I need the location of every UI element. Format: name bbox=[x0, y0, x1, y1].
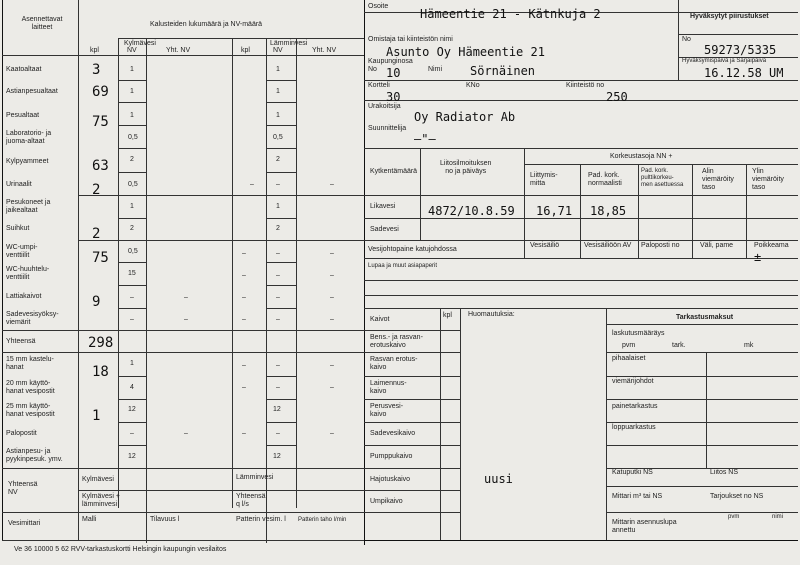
row-nv-cold: 1 bbox=[130, 203, 134, 210]
hot-water-header: Lämminvesi bbox=[270, 40, 308, 47]
sadevesi-label: Sadevesi bbox=[370, 226, 399, 233]
row-label: Pesualtaat bbox=[6, 112, 40, 119]
tarkastus-header: Tarkastusmaksut bbox=[676, 314, 734, 321]
nimi2-label: nimi bbox=[772, 514, 784, 520]
no-value: 59273/5335 bbox=[704, 43, 777, 57]
likavesi-pad: 18,85 bbox=[590, 204, 627, 218]
kaivot-header: Kaivot bbox=[370, 316, 390, 323]
row-kpl: 3 bbox=[92, 62, 101, 78]
row-nv-hot: – bbox=[276, 384, 280, 391]
kaivo-item: Rasvan erotus- kaivo bbox=[370, 356, 418, 371]
vesijohto-label: Vesijohtopaine katujohdossa bbox=[368, 246, 457, 253]
row-kpl: 75 bbox=[92, 114, 109, 130]
dash-mark: – bbox=[184, 430, 188, 437]
osoite-value: Hämeentie 21 - Kätnkuja 2 bbox=[420, 7, 601, 21]
kortteli-value: 30 bbox=[386, 90, 401, 104]
row-nv-hot: 0,5 bbox=[273, 134, 283, 141]
row-nv-hot: – bbox=[276, 181, 280, 188]
kaivo-item: Umpikaivo bbox=[370, 498, 403, 505]
urakoitsija-label: Urakoitsija bbox=[368, 103, 401, 110]
mittari-label: Mittari m³ tai NS bbox=[612, 493, 663, 500]
row-nv-hot: – bbox=[276, 294, 280, 301]
dash-mark: – bbox=[242, 294, 246, 301]
row-label: WC-huuhtelu- venttiilit bbox=[6, 266, 50, 281]
row-nv-cold: 0,5 bbox=[128, 134, 138, 141]
dash-mark: – bbox=[242, 384, 246, 391]
nv-header-cold: NV bbox=[127, 47, 137, 54]
row-nv-hot: 2 bbox=[276, 225, 280, 232]
alin-label: Alin viemäröity taso bbox=[702, 168, 734, 191]
tilaaja-value: Asunto Oy Hämeentie 21 bbox=[386, 45, 545, 59]
dash-mark: – bbox=[184, 316, 188, 323]
likavesi-label: Likavesi bbox=[370, 203, 396, 210]
row-nv-hot: 1 bbox=[276, 203, 280, 210]
vesisailio-label: Vesisäiliö bbox=[530, 242, 560, 249]
row-label: Astianpesualtaat bbox=[6, 88, 58, 95]
dash-mark: – bbox=[250, 181, 254, 188]
row-nv-cold: – bbox=[130, 294, 134, 301]
approval-date-label: Hyväksymispäivä ja Sarjaipäivä bbox=[682, 58, 767, 64]
row-nv-hot: – bbox=[276, 250, 280, 257]
dash-mark: – bbox=[242, 430, 246, 437]
dash-mark: – bbox=[330, 294, 334, 301]
yhteensa-nv-label: Yhteensä NV bbox=[8, 481, 38, 496]
tilaaja-label: Omistaja tai kiinteistön nimi bbox=[368, 36, 453, 43]
row-nv-hot: – bbox=[276, 316, 280, 323]
row-nv-cold: 1 bbox=[130, 360, 134, 367]
row-nv-hot: 12 bbox=[273, 453, 281, 460]
pvm-label: pvm bbox=[622, 342, 636, 349]
poikkeama-value: ± bbox=[754, 250, 762, 264]
kaivot-kpl-header: kpl bbox=[443, 312, 452, 319]
laskutus-label: laskutusmääräys bbox=[612, 330, 665, 337]
pad-kork-label: Pad. kork. normaalisti bbox=[588, 172, 622, 187]
lupa-label: Lupaa ja muut asiapaperit bbox=[368, 263, 438, 269]
row-label: Yhteensä bbox=[6, 338, 36, 345]
row-nv-hot: 1 bbox=[276, 66, 280, 73]
row-kpl: 1 bbox=[92, 408, 101, 424]
dash-mark: – bbox=[242, 316, 246, 323]
kortteli-label: Kortteli bbox=[368, 82, 390, 89]
liitos-ns-label: Liitos NS bbox=[710, 469, 739, 476]
dash-mark: – bbox=[242, 272, 246, 279]
pattern-vesim-label: Patterin vesim. l bbox=[236, 516, 286, 523]
pad-kork2-label: Pad. kork. pulttikorkeu- men asettuessa bbox=[641, 168, 684, 188]
dash-mark: – bbox=[330, 362, 334, 369]
row-label: Palopostit bbox=[6, 430, 37, 437]
kaivo-item: Pumppukaivo bbox=[370, 453, 413, 460]
row-nv-cold: – bbox=[130, 430, 134, 437]
poikkeama-label: Poikkeama bbox=[754, 242, 789, 249]
row-label: 25 mm käyttö- hanat vesipostit bbox=[6, 403, 55, 418]
yht-nv-header-hot: Yht. NV bbox=[312, 47, 337, 54]
mk-label: mk bbox=[744, 342, 754, 349]
row-label: Sadevesisyöksy- viemärit bbox=[6, 311, 59, 326]
urakoitsija-value: Oy Radiator Ab bbox=[414, 110, 516, 124]
hajotus-note: uusi bbox=[484, 472, 513, 486]
tark-label: tark. bbox=[672, 342, 686, 349]
dash-mark: – bbox=[330, 430, 334, 437]
row-nv-cold: 15 bbox=[128, 270, 136, 277]
row-label: Urinaalit bbox=[6, 181, 32, 188]
row-label: Kylpyammeet bbox=[6, 158, 49, 165]
liittymis-label: Liittymis- mitta bbox=[530, 172, 558, 187]
nimi-value: Sörnäinen bbox=[470, 64, 536, 78]
korkeusasemat-label: Korkeustasoja NN + bbox=[610, 153, 673, 160]
kaupunginosa-label: Kaupunginosa bbox=[368, 58, 413, 65]
kaivo-item: Laimennus- kaivo bbox=[370, 380, 407, 395]
nv-header-hot: NV bbox=[273, 47, 283, 54]
row-nv-cold: 2 bbox=[130, 156, 134, 163]
row-label: Lattiakaivot bbox=[6, 293, 42, 300]
katuputki-label: Katuputki NS bbox=[612, 469, 653, 476]
likavesi-liitos: 4872/10.8.59 bbox=[428, 204, 515, 218]
kaivo-item: Bens.- ja rasvan- erotuskaivo bbox=[370, 334, 423, 349]
row-kpl: 63 bbox=[92, 158, 109, 174]
kaivo-item: Perusvesi- kaivo bbox=[370, 403, 404, 418]
row-kpl-total: 298 bbox=[88, 335, 114, 351]
kaivo-item: Sadevesikaivo bbox=[370, 430, 416, 437]
row-label: Suihkut bbox=[6, 225, 30, 232]
vesimittari-label: Vesimittari bbox=[8, 520, 41, 527]
row-kpl: 18 bbox=[92, 364, 109, 380]
kpl-header-hot: kpl bbox=[241, 47, 250, 54]
row-nv-cold: 12 bbox=[128, 406, 136, 413]
vali-pame-label: Väli, pame bbox=[700, 242, 734, 249]
tarkastus-row: loppuarkastus bbox=[612, 424, 656, 431]
row-nv-hot: – bbox=[276, 430, 280, 437]
yht-nv-header-cold: Yht. NV bbox=[166, 47, 191, 54]
counts-header: Kalusteiden lukumäärä ja NV-määrä bbox=[150, 21, 263, 28]
row-nv-hot: 2 bbox=[276, 156, 280, 163]
kaupunginosa-value: 10 bbox=[386, 66, 401, 80]
osoite-label: Osoite bbox=[368, 3, 389, 10]
row-nv-cold: 12 bbox=[128, 453, 136, 460]
dash-mark: – bbox=[184, 294, 188, 301]
lamminvesi-label: Lämminvesi bbox=[236, 474, 274, 481]
yhteensa-qls-label: Yhteensä q l/s bbox=[236, 493, 266, 508]
dash-mark: – bbox=[330, 272, 334, 279]
kytkenta-label: Kytkentämäärä bbox=[370, 168, 418, 175]
kylmavesi-label: Kylmävesi bbox=[82, 476, 114, 483]
dash-mark: – bbox=[330, 250, 334, 257]
kaupunginosa-no-label: No bbox=[368, 66, 377, 73]
tilavuus-label: Tilavuus l bbox=[150, 516, 180, 523]
kaivo-item: Hajotuskaivo bbox=[370, 476, 411, 483]
row-nv-hot: – bbox=[276, 362, 280, 369]
row-label: Kaatoaltaat bbox=[6, 66, 42, 73]
dash-mark: – bbox=[330, 384, 334, 391]
tarkastus-row: viemärijohdot bbox=[612, 378, 654, 385]
row-nv-cold: 1 bbox=[130, 112, 134, 119]
pattern-taho-label: Patterin taho l/min bbox=[298, 517, 347, 523]
row-label: WC-umpi- venttiilit bbox=[6, 244, 38, 259]
row-kpl: 2 bbox=[92, 182, 101, 198]
row-nv-cold: – bbox=[130, 316, 134, 323]
suunnittelija-label: Suunnittelija bbox=[368, 125, 407, 132]
dash-mark: – bbox=[242, 250, 246, 257]
approved-label: Hyväksytyt piirustukset bbox=[690, 13, 769, 20]
suunnittelija-value: –"– bbox=[414, 132, 436, 146]
row-label: Pesukoneet ja jaikealtaat bbox=[6, 199, 51, 214]
row-label: Laboratorio- ja juoma-altaat bbox=[6, 130, 52, 145]
malli-label: Malli bbox=[82, 516, 97, 523]
paloposti-label: Paloposti no bbox=[641, 242, 680, 249]
pvm2-label: pvm bbox=[728, 514, 740, 520]
row-nv-cold: 2 bbox=[130, 225, 134, 232]
kno-label: KNo bbox=[466, 82, 480, 89]
ylin-label: Ylin viemäröity taso bbox=[752, 168, 784, 191]
likavesi-liittymis: 16,71 bbox=[536, 204, 573, 218]
kylma-lammin-label: Kylmävesi + lämminvesi bbox=[82, 493, 120, 508]
tarkastus-row: painetarkastus bbox=[612, 403, 658, 410]
row-nv-cold: 0,5 bbox=[128, 181, 138, 188]
row-nv-cold: 0,5 bbox=[128, 248, 138, 255]
row-label: 20 mm käyttö- hanat vesipostit bbox=[6, 380, 55, 395]
row-kpl: 2 bbox=[92, 226, 101, 242]
row-kpl: 75 bbox=[92, 250, 109, 266]
cold-water-header: Kylmävesi bbox=[124, 40, 156, 47]
row-nv-hot: 1 bbox=[276, 112, 280, 119]
row-nv-hot: 1 bbox=[276, 88, 280, 95]
tarjoukset-label: Tarjoukset no NS bbox=[710, 493, 764, 500]
dash-mark: – bbox=[330, 181, 334, 188]
dash-mark: – bbox=[242, 362, 246, 369]
row-nv-cold: 4 bbox=[130, 384, 134, 391]
row-kpl: 9 bbox=[92, 294, 101, 310]
tarkastus-row: pihaalaiset bbox=[612, 355, 646, 362]
approval-date-value: 16.12.58 UM bbox=[704, 66, 784, 80]
huomautuksia-label: Huomautuksia: bbox=[468, 311, 515, 318]
row-nv-cold: 1 bbox=[130, 88, 134, 95]
row-label: Astianpesu- ja pyykinpesuk. ymv. bbox=[6, 448, 63, 463]
no-label: No bbox=[682, 36, 691, 43]
mittarin-label: Mittarin asennuslupa annettu bbox=[612, 519, 677, 534]
vesisailio-av-label: Vesisäiliöön AV bbox=[584, 242, 632, 249]
kpl-header: kpl bbox=[90, 47, 99, 54]
row-kpl: 69 bbox=[92, 84, 109, 100]
footer-text: Ve 36 10000 5 62 RVV-tarkastuskortti Helsingin kaupungin vesilaitos bbox=[14, 546, 227, 553]
tontti-label: Kiinteistö no bbox=[566, 82, 605, 89]
row-nv-cold: 1 bbox=[130, 66, 134, 73]
liitoslupa-label: Liitosilmoituksen no ja päiväys bbox=[440, 160, 492, 175]
row-nv-hot: – bbox=[276, 272, 280, 279]
dash-mark: – bbox=[330, 316, 334, 323]
fixtures-header: Asennettavat laitteet bbox=[21, 16, 63, 31]
nimi-label: Nimi bbox=[428, 66, 442, 73]
row-label: 15 mm kastelu- hanat bbox=[6, 356, 54, 371]
row-nv-hot: 12 bbox=[273, 406, 281, 413]
tontti-value: 250 bbox=[606, 90, 628, 104]
